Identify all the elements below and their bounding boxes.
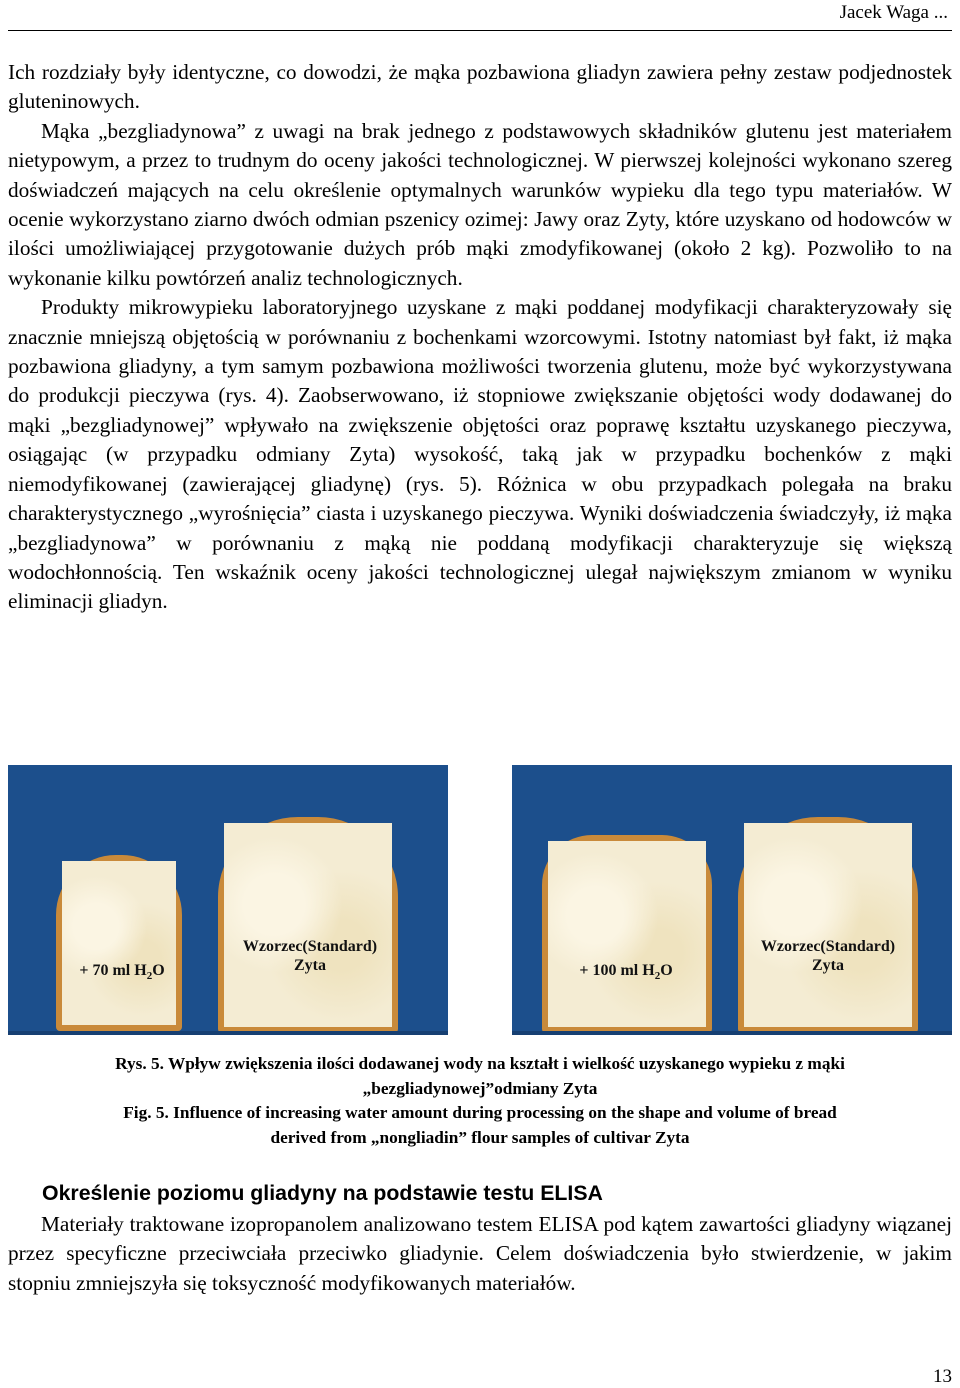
standard-label: Wzorzec(Standard) Zyta — [760, 938, 896, 974]
standard-label: Wzorzec(Standard) Zyta — [242, 938, 378, 974]
modified-loaf-100ml — [542, 835, 712, 1033]
photo-panel-100ml — [512, 765, 952, 1035]
photo-panel-70ml — [8, 765, 448, 1035]
standard-loaf — [738, 817, 918, 1033]
caption-line: Fig. 5. Influence of increasing water amount during processing on the shape and volume of bread — [123, 1103, 837, 1122]
sample-label: + 100 ml $H_2O$ — [579, 962, 673, 983]
section-text — [8, 1210, 952, 1298]
caption-line: derived from „nongliadin” flour samples of cultivar Zyta — [270, 1128, 690, 1147]
body-text — [8, 58, 952, 617]
figure-caption-polish — [8, 1051, 952, 1101]
body-paragraph: Produkty mikrowypieku laboratoryjnego uzyskane z mąki poddanej modyfikacji charakteryzowały się znacznie mniejszą objętością w porównaniu z bochenkami wzorcowymi. Istotny natomiast był fakt, iż mąka pozbawiona gliadyny, a tym samym pozbawiona możliwości tworzenia glutenu, może być wykorzystywana do produkcji pieczywa (rys. 4). Zaobserwowano, iż stopniowe zwiększanie objętości wody dodawanej do mąki „bezgliadynowej” wpływało na zwiększenie objętości oraz poprawę kształtu uzyskanego pieczywa, osiągając (w przypadku odmiany Zyta) wysokość, taką jak w przypadku bochenków z mąki niemodyfikowanej (zawierającej gliadynę) (rys. 5). Różnica w obu przypadkach polegała na braku charakterystycznego „wyrośnięcia” ciasta i uzyskanego pieczywa. Wyniki doświadczenia świadczyły, iż mąka „bezgliadynowa” w porównaniu z mąką nie poddaną modyfikacji charakteryzuje się większą wodochłonnością. Ten wskaźnik oceny jakości technologicznej ulegał największym zmianom w wyniku eliminacji gliadyn. — [8, 295, 952, 614]
modified-loaf-70ml — [56, 855, 182, 1031]
page-number: 13 — [933, 1366, 952, 1387]
section-heading: Określenie poziomu gliadyny na podstawie testu ELISA — [42, 1181, 603, 1205]
figure-bread-photos — [8, 765, 952, 1035]
body-paragraph: Mąka „bezgliadynowa” z uwagi na brak jednego z podstawowych składników glutenu jest materiałem nietypowym, a przez to trudnym do oceny jakości technologicznej. W pierwszej kolejności wykonano szereg doświadczeń mających na celu określenie optymalnych warunków wypieku dla tego typu materiałów. W ocenie wykorzystano ziarno dwóch odmian pszenicy ozimej: Jawy oraz Zyty, które uzyskano od hodowców w ilości umożliwiającej przygotowanie dużych prób mąki zmodyfikowanej (około 2 kg). Pozwoliło to na wykonanie kilku powtórzeń analiz technologicznych. — [8, 118, 952, 290]
sample-label: + 70 ml $H_2O$ — [79, 962, 165, 983]
caption-line: Rys. 5. Wpływ zwiększenia ilości dodawanej wody na kształt i wielkość uzyskanego wypieku z mąki — [115, 1054, 845, 1073]
section-paragraph: Materiały traktowane izopropanolem analizowano testem ELISA pod kątem zawartości gliadyny wiązanej przez specyficzne przeciwciała przeciwko gliadynie. Celem doświadczenia było stwierdzenie, w jakim stopniu zmniejszyła się toksyczność modyfikowanych materiałów. — [8, 1212, 952, 1295]
standard-loaf — [218, 817, 398, 1033]
header-rule — [8, 30, 952, 31]
figure-caption-english — [8, 1100, 952, 1150]
running-head: Jacek Waga ... — [839, 2, 948, 23]
body-paragraph: Ich rozdziały były identyczne, co dowodzi, że mąka pozbawiona gliadyn zawiera pełny zestaw podjednostek gluteninowych. — [8, 60, 952, 114]
caption-line: „bezgliadynowej”odmiany Zyta — [362, 1079, 598, 1098]
